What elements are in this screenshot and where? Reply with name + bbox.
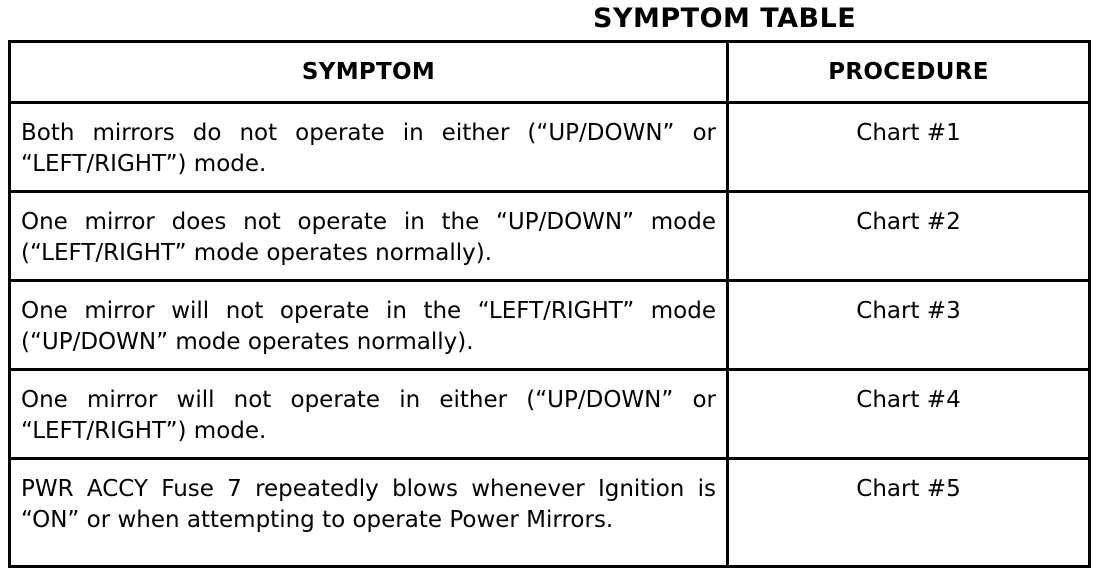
procedure-cell: Chart #3 [728,281,1090,370]
table-row [10,459,1090,567]
symptom-cell: One mirror does not operate in the “UP/DOWN” mode (“LEFT/RIGHT” mode operates normally). [10,192,728,281]
table-row [10,103,1090,192]
table-row [10,370,1090,459]
symptom-column-header: SYMPTOM [10,42,728,103]
symptom-cell: PWR ACCY Fuse 7 repeatedly blows whenever Ignition is “ON” or when attempting to operate Power Mirrors. [10,459,728,567]
symptom-cell: One mirror will not operate in the “LEFT/RIGHT” mode (“UP/DOWN” mode operates normally). [10,281,728,370]
table-row [10,192,1090,281]
symptom-table [8,40,1091,568]
procedure-cell: Chart #1 [728,103,1090,192]
procedure-cell: Chart #2 [728,192,1090,281]
page-title: SYMPTOM TABLE [593,3,857,34]
table-header-row [10,42,1090,103]
procedure-cell: Chart #4 [728,370,1090,459]
procedure-cell: Chart #5 [728,459,1090,567]
table-row [10,281,1090,370]
procedure-column-header: PROCEDURE [728,42,1090,103]
symptom-cell: One mirror will not operate in either (“UP/DOWN” or “LEFT/RIGHT”) mode. [10,370,728,459]
symptom-cell: Both mirrors do not operate in either (“UP/DOWN” or “LEFT/RIGHT”) mode. [10,103,728,192]
